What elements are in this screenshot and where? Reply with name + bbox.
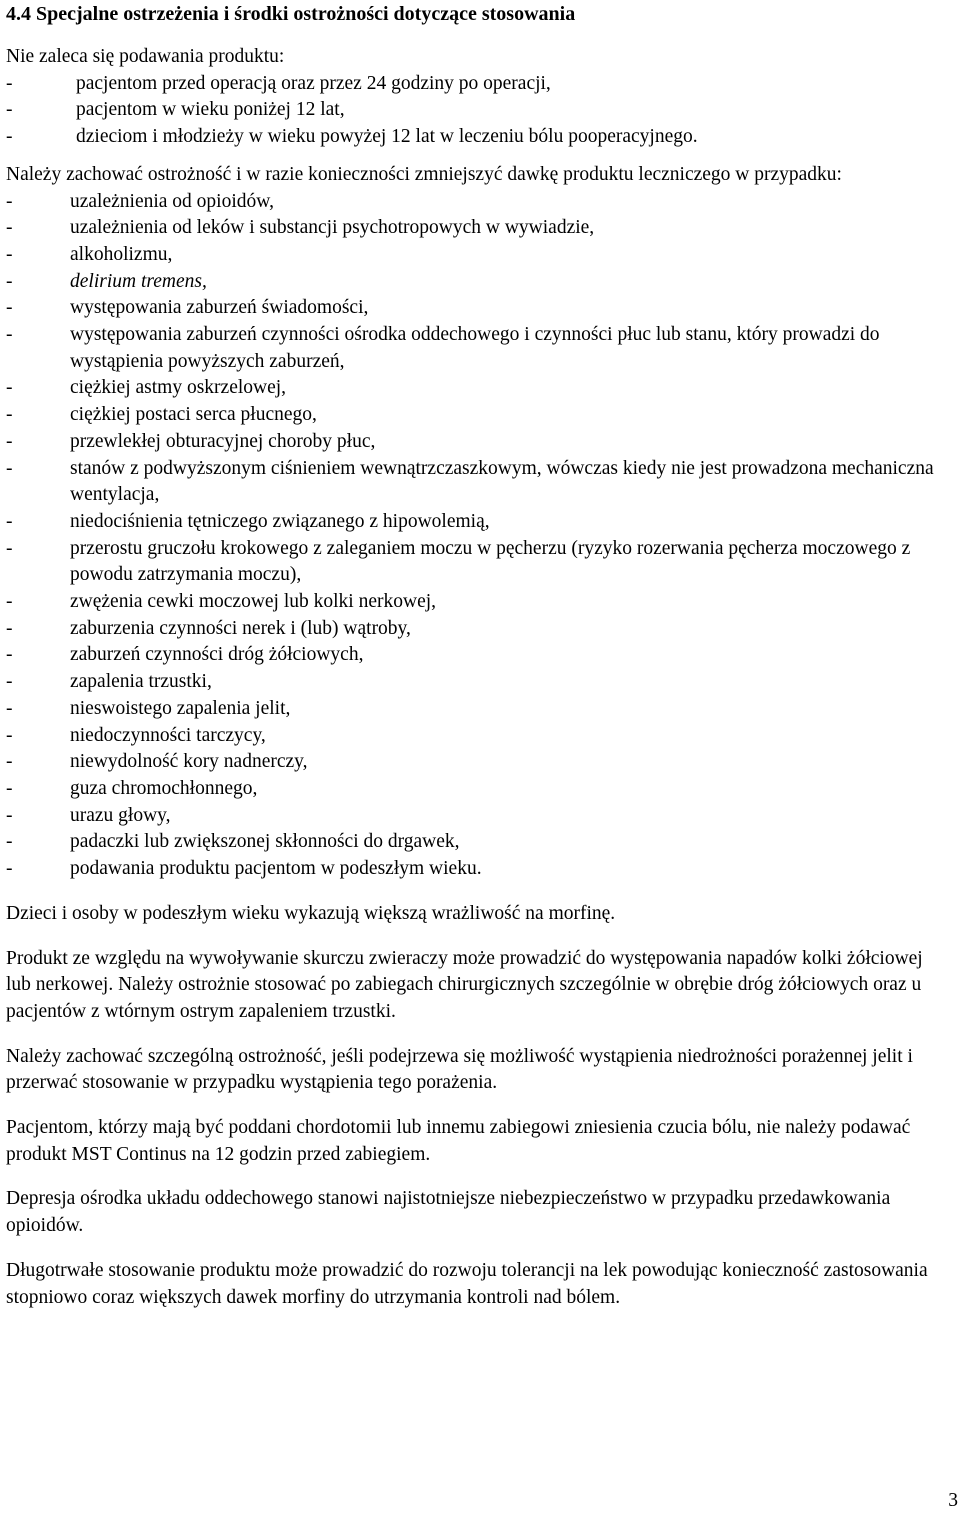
list-item: - zapalenia trzustki,	[6, 669, 950, 696]
paragraph-paralytic-ileus: Należy zachować szczególną ostrożność, jeśli podejrzewa się możliwość wystąpienia niedrożności porażennej jelit i przerwać stosowanie w przypadku wystąpienia tego porażenia.	[6, 1045, 913, 1094]
dash-bullet: -	[6, 777, 13, 799]
dash-bullet: -	[6, 404, 13, 426]
list-item: - urazu głowy,	[6, 803, 950, 830]
dash-bullet: -	[6, 99, 13, 121]
dash-bullet: -	[6, 270, 13, 292]
dash-bullet: -	[6, 751, 13, 773]
list-item: - zwężenia cewki moczowej lub kolki nerkowej,	[6, 589, 950, 616]
paragraph-sphincter-spasm: Produkt ze względu na wywoływanie skurczu zwieraczy może prowadzić do występowania napadów kolki żółciowej lub nerkowej. Należy ostrożnie stosować po zabiegach chirurgicznych szczególnie w obrębie dróg żółciowych oraz u pacjentów z wtórnym ostrym zapaleniem trzustki.	[6, 947, 923, 1022]
list-item: - nieswoistego zapalenia jelit,	[6, 696, 950, 723]
list-item: - zaburzeń czynności dróg żółciowych,	[6, 642, 950, 669]
dash-bullet: -	[6, 724, 13, 746]
document-page	[6, 0, 950, 1311]
list-item: - stanów z podwyższonym ciśnieniem wewnątrzczaszkowym, wówczas kiedy nie jest prowadzona mechaniczna wentylacja,	[6, 457, 934, 506]
paragraph-chordotomy: Pacjentom, którzy mają być poddani chordotomii lub innemu zabiegowi zniesienia czucia bólu, nie należy podawać produkt MST Continus na 12 godzin przed zabiegiem.	[6, 1117, 911, 1165]
section1-list	[6, 71, 950, 151]
dash-bullet: -	[6, 831, 13, 853]
list-item: - niedociśnienia tętniczego związanego z hipowolemią,	[6, 509, 950, 536]
dash-bullet: -	[6, 537, 13, 559]
dash-bullet: -	[6, 457, 13, 479]
section1-intro: Nie zaleca się podawania produktu:	[6, 46, 285, 67]
list-item: - przewlekłej obturacyjnej choroby płuc,	[6, 429, 950, 456]
list-item: - alkoholizmu,	[6, 242, 950, 269]
dash-bullet: -	[6, 72, 13, 94]
dash-bullet: -	[6, 617, 13, 639]
list-item: - ciężkiej postaci serca płucnego,	[6, 402, 950, 429]
dash-bullet: -	[6, 126, 13, 148]
list-item: - występowania zaburzeń świadomości,	[6, 295, 950, 322]
dash-bullet: -	[6, 644, 13, 666]
list-item: - guza chromochłonnego,	[6, 776, 950, 803]
dash-bullet: -	[6, 243, 13, 265]
dash-bullet: -	[6, 804, 13, 826]
section-heading: 4.4 Specjalne ostrzeżenia i środki ostrożności dotyczące stosowania	[6, 3, 576, 25]
dash-bullet: -	[6, 858, 13, 880]
list-item: - pacjentom przed operacją oraz przez 24 godziny po operacji,	[6, 71, 950, 98]
list-item: - dzieciom i młodzieży w wieku powyżej 12 lat w leczeniu bólu pooperacyjnego.	[6, 124, 950, 151]
paragraph-tolerance: Długotrwałe stosowanie produktu może prowadzić do rozwoju tolerancji na lek powodując konieczność zastosowania stopniowo coraz większych dawek morfiny do utrzymania kontroli nad bólem.	[6, 1259, 928, 1308]
list-item: - delirium tremens,	[6, 269, 950, 296]
list-item: - występowania zaburzeń czynności ośrodka oddechowego i czynności płuc lub stanu, który prowadzi do wystąpienia powyższych zaburzeń,	[6, 324, 880, 372]
list-item: - uzależnienia od opioidów,	[6, 189, 950, 216]
dash-bullet: -	[6, 510, 13, 532]
dash-bullet: -	[6, 591, 13, 613]
dash-bullet: -	[6, 671, 13, 693]
dash-bullet: -	[6, 377, 13, 399]
paragraph-sensitivity: Dzieci i osoby w podeszłym wieku wykazują większą wrażliwość na morfinę.	[6, 902, 616, 924]
dash-bullet: -	[6, 324, 13, 346]
list-item: - niedoczynności tarczycy,	[6, 723, 950, 750]
list-item: - zaburzenia czynności nerek i (lub) wątroby,	[6, 616, 950, 643]
list-item: - uzależnienia od leków i substancji psychotropowych w wywiadzie,	[6, 215, 950, 242]
list-item: - pacjentom w wieku poniżej 12 lat,	[6, 97, 950, 124]
dash-bullet: -	[6, 430, 13, 452]
page-number: 3	[948, 1490, 958, 1511]
dash-bullet: -	[6, 190, 13, 212]
list-item: - podawania produktu pacjentom w podeszłym wieku.	[6, 856, 950, 883]
dash-bullet: -	[6, 217, 13, 239]
list-item: - niewydolność kory nadnerczy,	[6, 749, 950, 776]
dash-bullet: -	[6, 697, 13, 719]
list-item: - przerostu gruczołu krokowego z zaleganiem moczu w pęcherzu (ryzyko rozerwania pęcherza moczowego z powodu zatrzymania moczu),	[6, 537, 911, 586]
list-item: - ciężkiej astmy oskrzelowej,	[6, 375, 950, 402]
list-item: - padaczki lub zwiększonej skłonności do drgawek,	[6, 829, 950, 856]
section2-intro: Należy zachować ostrożność i w razie konieczności zmniejszyć dawkę produktu leczniczego w przypadku:	[6, 163, 842, 185]
dash-bullet: -	[6, 297, 13, 319]
section2-list	[6, 189, 950, 883]
paragraph-respiratory-depression: Depresja ośrodka układu oddechowego stanowi najistotniejsze niebezpieczeństwo w przypadku przedawkowania opioidów.	[6, 1188, 891, 1237]
